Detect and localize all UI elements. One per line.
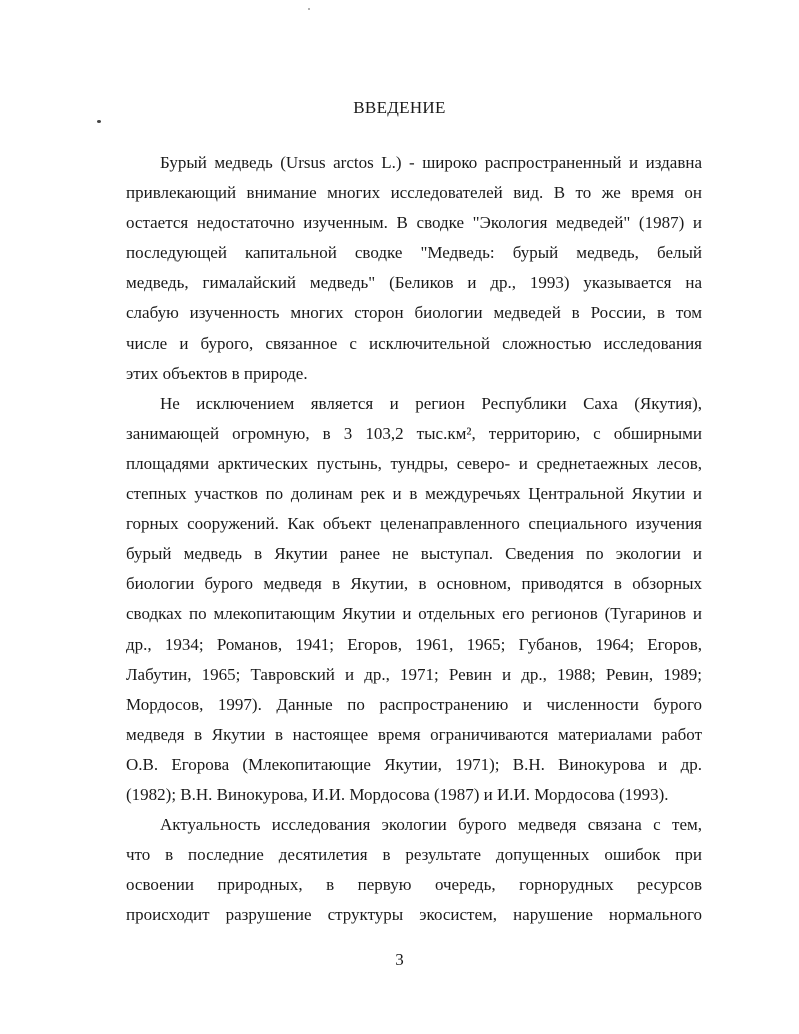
text-line: последующей капитальной сводке "Медведь: бурый медведь, белый [126, 243, 702, 263]
page-title: ВВЕДЕНИЕ [353, 98, 446, 117]
text-line: остается недостаточно изученным. В сводке "Экология медведей" (1987) и [126, 213, 702, 233]
scan-speck [308, 8, 310, 10]
text-line: др., 1934; Романов, 1941; Егоров, 1961, 1965; Губанов, 1964; Егоров, [126, 634, 702, 654]
text-line: Мордосов, 1997). Данные по распространению и численности бурого [126, 694, 702, 714]
text-line: площадями арктических пустынь, тундры, северо- и среднетаежных лесов, [126, 453, 702, 473]
text-line: этих объектов в природе. [126, 363, 308, 383]
text-line: бурый медведь в Якутии ранее не выступал. Сведения по экологии и [126, 544, 702, 564]
text-line: освоении природных, в первую очередь, горнорудных ресурсов [126, 875, 702, 895]
text-line: Лабутин, 1965; Тавровский и др., 1971; Ревин и др., 1988; Ревин, 1989; [126, 664, 702, 684]
text-line: занимающей огромную, в 3 103,2 тыс.км², территорию, с обширными [126, 423, 702, 443]
page-number: 3 [395, 950, 404, 969]
text-line: степных участков по долинам рек и в междуречьях Центральной Якутии и [126, 484, 702, 504]
text-line: происходит разрушение структуры экосистем, нарушение нормального [126, 905, 702, 925]
document-body [126, 148, 702, 930]
text-line: Бурый медведь (Ursus arctos L.) - широко распространенный и издавна [160, 153, 702, 172]
text-line: слабую изученность многих сторон биологии медведей в России, в том [126, 303, 702, 323]
text-line: числе и бурого, связанное с исключительной сложностью исследования [126, 333, 702, 353]
text-line: привлекающий внимание многих исследователей вид. В то же время он [126, 183, 702, 203]
text-line: что в последние десятилетия в результате допущенных ошибок при [126, 845, 702, 865]
scan-speck [97, 120, 101, 123]
text-line: Не исключением является и регион Республики Саха (Якутия), [160, 393, 702, 413]
text-line: биологии бурого медведя в Якутии, в основном, приводятся в обзорных [126, 574, 702, 594]
text-line: медведь, гималайский медведь" (Беликов и др., 1993) указывается на [126, 273, 702, 293]
text-line: Актуальность исследования экологии бурого медведя связана с тем, [160, 815, 702, 835]
text-line: (1982); В.Н. Винокурова, И.И. Мордосова (1987) и И.И. Мордосова (1993). [126, 784, 669, 804]
text-line: горных сооружений. Как объект целенаправленного специального изучения [126, 514, 702, 534]
text-line: сводках по млекопитающим Якутии и отдельных его регионов (Тугаринов и [126, 604, 702, 624]
text-line: О.В. Егорова (Млекопитающие Якутии, 1971); В.Н. Винокурова и др. [126, 754, 702, 774]
text-line: медведя в Якутии в настоящее время ограничиваются материалами работ [126, 724, 702, 744]
